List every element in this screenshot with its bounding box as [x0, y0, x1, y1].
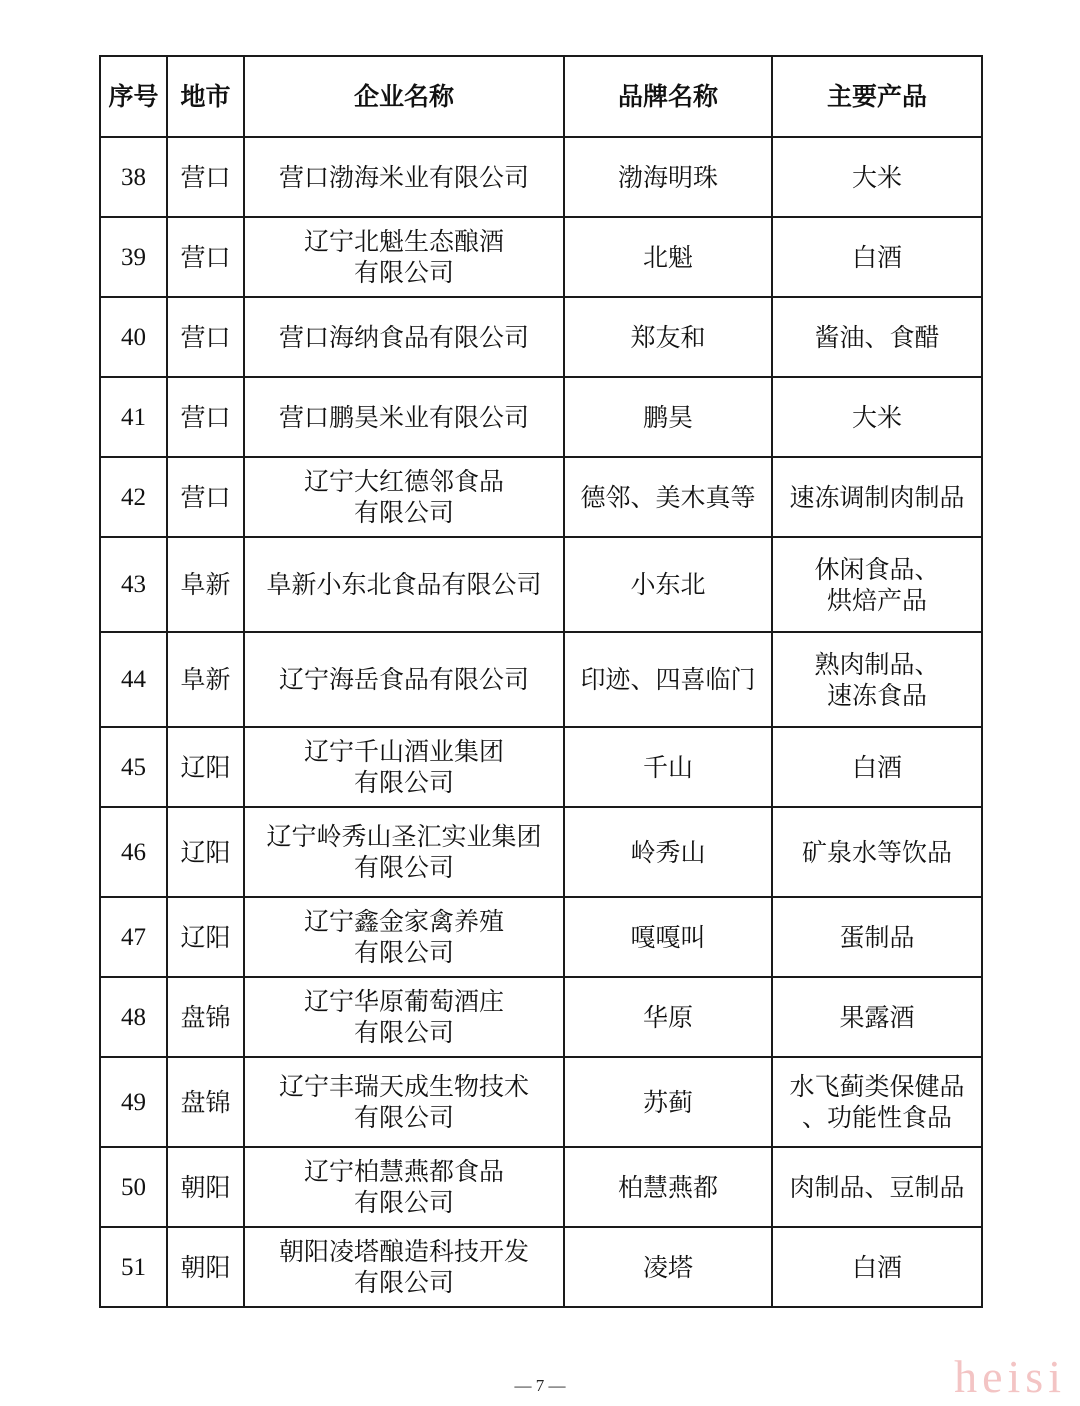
enterprise-table — [99, 55, 983, 1308]
cell-company-line: 有限公司 — [353, 1188, 454, 1217]
cell-product-line: 速冻调制肉制品 — [789, 482, 965, 512]
header-city: 地市 — [167, 56, 244, 137]
cell-company-line: 辽宁丰瑞天成生物技术 — [278, 1072, 529, 1101]
cell-brand — [564, 537, 772, 632]
cell-product — [772, 457, 982, 537]
cell-no: 43 — [100, 537, 167, 632]
table-row — [100, 897, 982, 977]
cell-product-line: 、功能性食品 — [801, 1103, 952, 1132]
cell-company — [244, 537, 564, 632]
cell-brand — [564, 1147, 772, 1227]
cell-company — [244, 807, 564, 897]
cell-product-line: 烘焙产品 — [826, 585, 927, 615]
watermark: heisi — [954, 1351, 1066, 1402]
cell-brand — [564, 807, 772, 897]
cell-brand-line: 柏慧燕都 — [617, 1172, 718, 1202]
header-brand: 品牌名称 — [564, 56, 772, 137]
cell-brand — [564, 1227, 772, 1307]
cell-no: 38 — [100, 137, 167, 217]
cell-company — [244, 1147, 564, 1227]
table-row — [100, 1227, 982, 1307]
cell-company — [244, 217, 564, 297]
table-row — [100, 807, 982, 897]
cell-city: 朝阳 — [167, 1147, 244, 1227]
cell-city: 营口 — [167, 217, 244, 297]
cell-product-line: 肉制品、豆制品 — [789, 1172, 965, 1202]
cell-brand-line: 华原 — [642, 1002, 693, 1032]
cell-product-line: 大米 — [851, 402, 902, 432]
cell-product-line: 大米 — [851, 162, 902, 192]
cell-company — [244, 1227, 564, 1307]
cell-product — [772, 727, 982, 807]
cell-company-line: 辽宁千山酒业集团 — [303, 737, 504, 766]
cell-brand — [564, 217, 772, 297]
cell-product — [772, 377, 982, 457]
cell-city: 营口 — [167, 137, 244, 217]
table-row — [100, 537, 982, 632]
table-row — [100, 632, 982, 727]
cell-city: 阜新 — [167, 537, 244, 632]
cell-brand — [564, 977, 772, 1057]
table-row — [100, 727, 982, 807]
table-row — [100, 1147, 982, 1227]
page-number: — 7 — — [514, 1376, 566, 1395]
cell-no: 41 — [100, 377, 167, 457]
cell-no: 47 — [100, 897, 167, 977]
cell-product — [772, 297, 982, 377]
cell-company-line: 有限公司 — [353, 258, 454, 287]
table-row — [100, 377, 982, 457]
cell-company — [244, 457, 564, 537]
cell-brand — [564, 1057, 772, 1147]
cell-company — [244, 297, 564, 377]
cell-product — [772, 807, 982, 897]
cell-no: 42 — [100, 457, 167, 537]
cell-product-line: 蛋制品 — [839, 922, 915, 952]
cell-brand-line: 德邻、美木真等 — [580, 482, 756, 512]
cell-company-line: 营口海纳食品有限公司 — [278, 322, 529, 352]
cell-no: 51 — [100, 1227, 167, 1307]
cell-product-line: 速冻食品 — [826, 680, 927, 710]
cell-no: 44 — [100, 632, 167, 727]
cell-brand — [564, 727, 772, 807]
header-row — [100, 56, 982, 137]
cell-product — [772, 1227, 982, 1307]
cell-city: 辽阳 — [167, 897, 244, 977]
cell-company-line: 朝阳凌塔酿造科技开发 — [278, 1237, 529, 1266]
cell-brand-line: 嘎嘎叫 — [630, 922, 706, 952]
cell-city: 朝阳 — [167, 1227, 244, 1307]
cell-brand-line: 渤海明珠 — [617, 162, 718, 192]
cell-brand-line: 苏蓟 — [642, 1087, 693, 1117]
cell-brand-line: 凌塔 — [642, 1252, 693, 1282]
cell-no: 48 — [100, 977, 167, 1057]
cell-company-line: 有限公司 — [353, 498, 454, 527]
cell-city: 营口 — [167, 457, 244, 537]
cell-no: 39 — [100, 217, 167, 297]
cell-product-line: 白酒 — [851, 1252, 902, 1282]
cell-city: 辽阳 — [167, 807, 244, 897]
cell-city: 辽阳 — [167, 727, 244, 807]
cell-company — [244, 1057, 564, 1147]
cell-company-line: 辽宁北魁生态酿酒 — [303, 227, 504, 256]
cell-company-line: 有限公司 — [353, 853, 454, 882]
cell-company — [244, 977, 564, 1057]
cell-no: 50 — [100, 1147, 167, 1227]
cell-no: 45 — [100, 727, 167, 807]
cell-company-line: 营口鹏昊米业有限公司 — [278, 402, 529, 432]
cell-no: 49 — [100, 1057, 167, 1147]
cell-company-line: 营口渤海米业有限公司 — [278, 162, 529, 192]
cell-company-line: 辽宁岭秀山圣汇实业集团 — [266, 822, 542, 851]
cell-brand-line: 岭秀山 — [630, 837, 706, 867]
table-row — [100, 1057, 982, 1147]
cell-brand-line: 北魁 — [642, 242, 693, 272]
cell-product-line: 矿泉水等饮品 — [801, 837, 952, 867]
cell-brand — [564, 632, 772, 727]
cell-product — [772, 1147, 982, 1227]
cell-product-line: 休闲食品、 — [814, 554, 940, 584]
cell-brand — [564, 377, 772, 457]
cell-brand-line: 印迹、四喜临门 — [580, 665, 756, 694]
cell-product — [772, 1057, 982, 1147]
cell-city: 阜新 — [167, 632, 244, 727]
cell-company-line: 辽宁海岳食品有限公司 — [278, 665, 529, 694]
cell-company — [244, 727, 564, 807]
cell-company-line: 辽宁华原葡萄酒庄 — [303, 987, 504, 1016]
table-row — [100, 977, 982, 1057]
cell-product-line: 果露酒 — [839, 1002, 915, 1032]
cell-city: 盘锦 — [167, 977, 244, 1057]
cell-brand-line: 鹏昊 — [642, 402, 693, 432]
cell-company-line: 辽宁鑫金家禽养殖 — [303, 907, 504, 936]
cell-product-line: 熟肉制品、 — [814, 649, 940, 679]
cell-company-line: 辽宁柏慧燕都食品 — [303, 1157, 504, 1186]
cell-company-line: 有限公司 — [353, 1018, 454, 1047]
cell-city: 营口 — [167, 297, 244, 377]
cell-product — [772, 632, 982, 727]
cell-company — [244, 632, 564, 727]
cell-product-line: 白酒 — [851, 242, 902, 272]
cell-brand-line: 小东北 — [630, 570, 706, 599]
cell-company-line: 有限公司 — [353, 768, 454, 797]
table-row — [100, 137, 982, 217]
cell-product — [772, 897, 982, 977]
cell-product — [772, 977, 982, 1057]
cell-company-line: 阜新小东北食品有限公司 — [266, 570, 542, 599]
cell-no: 40 — [100, 297, 167, 377]
cell-brand — [564, 297, 772, 377]
cell-product — [772, 537, 982, 632]
cell-brand — [564, 137, 772, 217]
cell-brand — [564, 897, 772, 977]
table-row — [100, 457, 982, 537]
cell-brand-line: 郑友和 — [630, 322, 706, 352]
cell-brand — [564, 457, 772, 537]
cell-product-line: 白酒 — [851, 752, 902, 782]
cell-company-line: 有限公司 — [353, 938, 454, 967]
table-row — [100, 297, 982, 377]
cell-city: 营口 — [167, 377, 244, 457]
cell-company-line: 有限公司 — [353, 1268, 454, 1297]
cell-product-line: 水飞蓟类保健品 — [789, 1072, 965, 1101]
header-no: 序号 — [100, 56, 167, 137]
table-row — [100, 217, 982, 297]
cell-city: 盘锦 — [167, 1057, 244, 1147]
header-company: 企业名称 — [244, 56, 564, 137]
header-product: 主要产品 — [772, 56, 982, 137]
cell-company — [244, 377, 564, 457]
cell-product — [772, 217, 982, 297]
cell-brand-line: 千山 — [642, 752, 693, 782]
cell-product-line: 酱油、食醋 — [814, 322, 940, 352]
cell-company — [244, 137, 564, 217]
cell-product — [772, 137, 982, 217]
cell-company — [244, 897, 564, 977]
cell-company-line: 有限公司 — [353, 1103, 454, 1132]
cell-company-line: 辽宁大红德邻食品 — [303, 467, 504, 496]
cell-no: 46 — [100, 807, 167, 897]
